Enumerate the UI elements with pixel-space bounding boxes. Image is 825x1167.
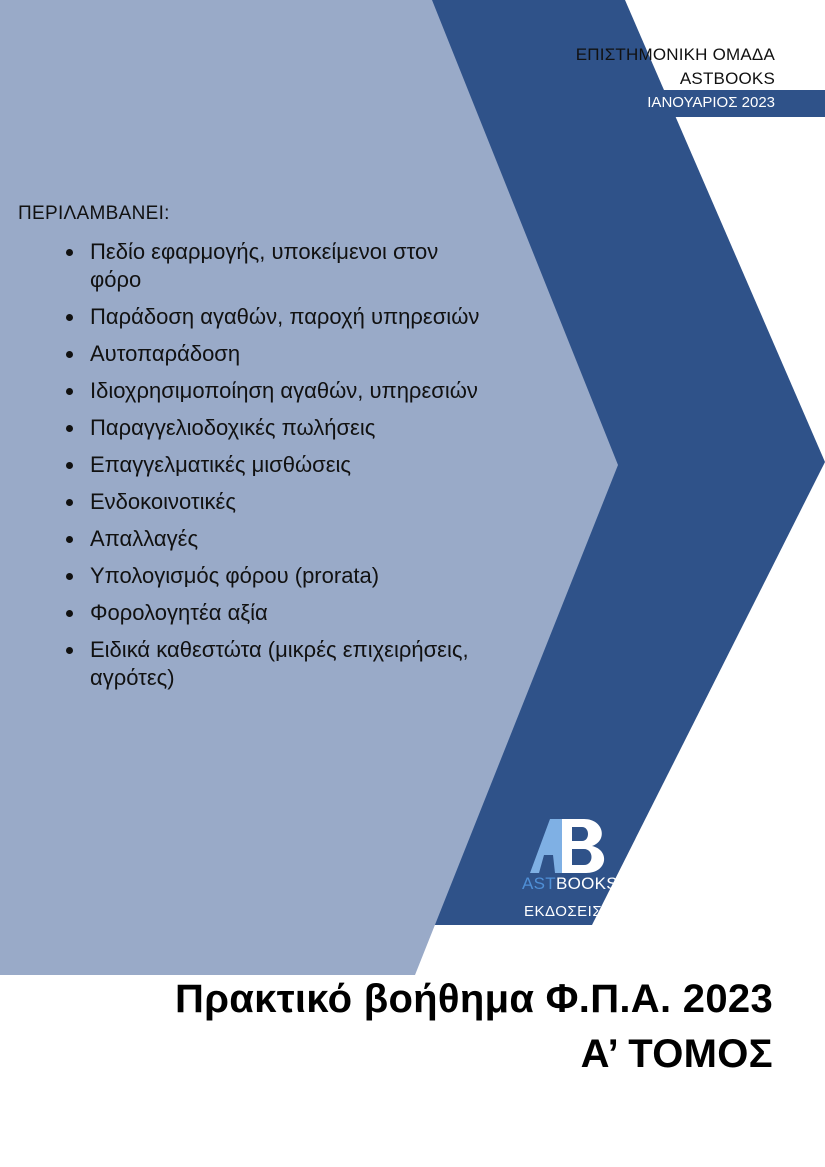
bullet-icon [66, 536, 73, 543]
date-label: ΙΑΝΟΥΑΡΙΟΣ 2023 [647, 94, 775, 111]
list-item-text: Φορολογητέα αξία [90, 600, 268, 625]
list-item [60, 562, 480, 590]
list-item-text: Επαγγελματικές μισθώσεις [90, 452, 351, 477]
list-item [60, 451, 480, 479]
list-item-text: Ενδοκοινοτικές [90, 489, 236, 514]
list-item-text: Πεδίο εφαρμογής, υποκείμενοι στον φόρο [90, 239, 439, 292]
list-item-text: Ιδιοχρησιμοποίηση αγαθών, υπηρεσιών [90, 378, 478, 403]
list-item-text: Παραγγελιοδοχικές πωλήσεις [90, 415, 376, 440]
bullet-icon [66, 462, 73, 469]
list-item-text: Απαλλαγές [90, 526, 199, 551]
list-item-text: Υπολογισμός φόρου (prorata) [90, 563, 380, 588]
list-item-text: Αυτοπαράδοση [90, 341, 241, 366]
bullet-icon [66, 351, 73, 358]
logo-books-text: BOOKS [555, 874, 618, 893]
brand-label: ASTBOOKS [679, 69, 775, 88]
bullet-icon [66, 647, 73, 654]
bullet-icon [66, 573, 73, 580]
list-item [60, 488, 480, 516]
list-item-text: Παράδοση αγαθών, παροχή υπηρεσιών [90, 304, 480, 329]
bullet-icon [66, 314, 73, 321]
list-item [60, 340, 480, 368]
list-item-text: Ειδικά καθεστώτα (μικρές επιχειρήσεις, αγρότες) [90, 637, 469, 690]
list-item [60, 599, 480, 627]
contents-list [60, 238, 480, 701]
list-item [60, 636, 480, 692]
publisher-label: ΕΚΔΟΣΕΙΣ [524, 903, 603, 920]
list-item [60, 303, 480, 331]
list-item [60, 238, 480, 294]
list-item [60, 414, 480, 442]
bullet-icon [66, 499, 73, 506]
logo-ast-text: AST [522, 874, 556, 893]
volume-label: Α’ ΤΟΜΟΣ [580, 1032, 773, 1076]
bullet-icon [66, 249, 73, 256]
team-label: ΕΠΙΣΤΗΜΟΝΙΚΗ ΟΜΑΔΑ [575, 45, 775, 64]
book-title: Πρακτικό βοήθημα Φ.Π.Α. 2023 [175, 977, 773, 1021]
list-item [60, 525, 480, 553]
bullet-icon [66, 610, 73, 617]
bullet-icon [66, 388, 73, 395]
logo-wordmark [522, 874, 618, 894]
date-bar [600, 90, 825, 117]
list-item [60, 377, 480, 405]
contents-heading: ΠΕΡΙΛΑΜΒΑΝΕΙ: [18, 203, 170, 224]
bullet-icon [66, 425, 73, 432]
